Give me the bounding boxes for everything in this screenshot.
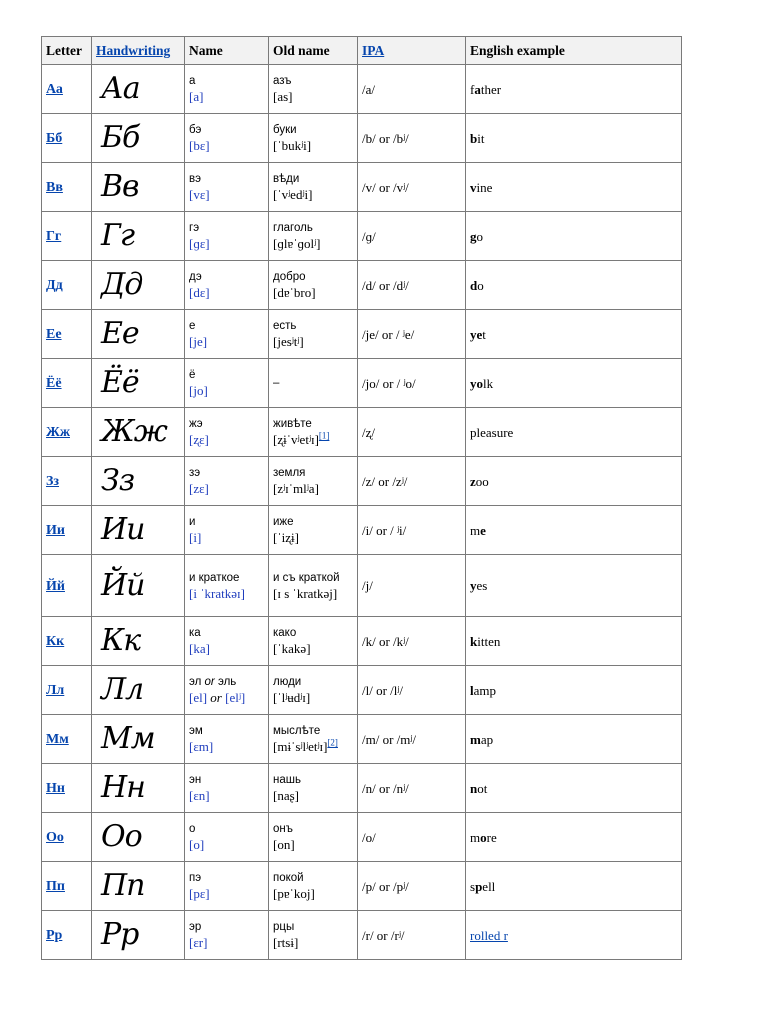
letter-name-ipa: [ɡɛ]	[189, 236, 210, 251]
english-example-cell: lamp	[466, 666, 682, 715]
letter-name-ipa: [ɛr]	[189, 935, 208, 950]
ipa-cell: /i/ or / ʲi/	[358, 506, 466, 555]
letter-name-ipa: [el] or [elʲ]	[189, 690, 246, 705]
name-cell	[185, 764, 269, 813]
ipa-cell: /p/ or /pʲ/	[358, 862, 466, 911]
table-row	[42, 114, 682, 163]
name-cell	[185, 212, 269, 261]
letter-link[interactable]: Оо	[46, 830, 64, 845]
old-name-cell	[269, 261, 358, 310]
name-cell	[185, 666, 269, 715]
handwriting-cell	[92, 457, 185, 506]
header-old-name: Old name	[269, 37, 358, 65]
name-cell	[185, 359, 269, 408]
old-name-cell	[269, 617, 358, 666]
letter-link[interactable]: Гг	[46, 229, 62, 244]
handwriting-link[interactable]: Handwriting	[96, 43, 171, 58]
letter-cell	[42, 457, 92, 506]
old-name: вѣди	[273, 173, 300, 185]
letter-name: вэ	[189, 173, 201, 185]
english-example-cell: more	[466, 813, 682, 862]
ipa-cell: /k/ or /kʲ/	[358, 617, 466, 666]
name-cell	[185, 617, 269, 666]
letter-link[interactable]: Дд	[46, 278, 63, 293]
table-row	[42, 457, 682, 506]
name-cell	[185, 911, 269, 960]
letter-cell	[42, 114, 92, 163]
handwriting-glyph: Рр	[101, 917, 139, 952]
table-row	[42, 359, 682, 408]
header-row	[42, 37, 682, 65]
letter-name: о	[189, 823, 196, 835]
handwriting-glyph: Кк	[101, 623, 141, 658]
old-name: –	[273, 376, 280, 389]
old-name-ipa: [mɨˈsʲlʲetʲɪ][2]	[273, 737, 338, 754]
old-name: онъ	[273, 823, 293, 835]
old-name-ipa: [ˈbukʲi]	[273, 138, 312, 153]
letter-cell	[42, 666, 92, 715]
old-name-cell	[269, 65, 358, 114]
name-cell	[185, 408, 269, 457]
letter-name: ё	[189, 369, 196, 381]
table-row	[42, 555, 682, 617]
table-row	[42, 212, 682, 261]
old-name-ipa: [ʐɨˈvʲetʲɪ][1]	[273, 430, 330, 447]
header-ipa	[358, 37, 466, 65]
letter-cell	[42, 408, 92, 457]
letter-name-ipa: [a]	[189, 89, 204, 104]
old-name: како	[273, 627, 297, 639]
handwriting-glyph: Жж	[101, 414, 167, 449]
letter-name: эн	[189, 774, 202, 786]
table-row	[42, 261, 682, 310]
handwriting-cell	[92, 114, 185, 163]
english-example-cell: do	[466, 261, 682, 310]
handwriting-cell	[92, 715, 185, 764]
english-example-cell: me	[466, 506, 682, 555]
old-name-ipa: [as]	[273, 89, 293, 104]
handwriting-glyph: Ее	[101, 316, 139, 351]
header-handwriting	[92, 37, 185, 65]
old-name-ipa: [pɐˈkoj]	[273, 886, 315, 901]
handwriting-glyph: Ии	[101, 512, 145, 547]
ipa-cell: /ɡ/	[358, 212, 466, 261]
letter-name: и	[189, 516, 196, 528]
handwriting-cell	[92, 310, 185, 359]
handwriting-cell	[92, 359, 185, 408]
letter-cell	[42, 813, 92, 862]
footnote-link[interactable]: [2]	[327, 737, 338, 748]
handwriting-glyph: Ёё	[101, 365, 139, 400]
handwriting-glyph: Лл	[101, 672, 144, 707]
name-cell	[185, 862, 269, 911]
handwriting-glyph: Мм	[101, 721, 155, 756]
letter-cell	[42, 617, 92, 666]
letter-name: гэ	[189, 222, 200, 234]
letter-name-ipa: [bɛ]	[189, 138, 210, 153]
handwriting-cell	[92, 911, 185, 960]
old-name-cell	[269, 408, 358, 457]
old-name-ipa: [ɪ s ˈkratkəj]	[273, 585, 338, 601]
name-cell	[185, 715, 269, 764]
letter-cell	[42, 715, 92, 764]
english-example-cell: kitten	[466, 617, 682, 666]
ipa-cell: /je/ or / ʲe/	[358, 310, 466, 359]
handwriting-glyph: Нн	[101, 770, 145, 805]
table-row	[42, 617, 682, 666]
old-name-cell	[269, 666, 358, 715]
handwriting-glyph: Пп	[101, 868, 145, 903]
handwriting-glyph: Зз	[101, 463, 135, 498]
letter-name: ка	[189, 627, 201, 639]
ipa-cell: /r/ or /rʲ/	[358, 911, 466, 960]
name-cell	[185, 261, 269, 310]
letter-name-ipa: [ka]	[189, 641, 210, 656]
letter-link[interactable]: Бб	[46, 131, 63, 146]
old-name: добро	[273, 271, 306, 283]
letter-cell	[42, 506, 92, 555]
english-example-cell	[466, 911, 682, 960]
old-name-cell	[269, 506, 358, 555]
english-example-cell: map	[466, 715, 682, 764]
letter-name: бэ	[189, 124, 202, 136]
letter-cell	[42, 163, 92, 212]
old-name: живѣте	[273, 418, 312, 430]
letter-link[interactable]: Йй	[46, 578, 65, 594]
name-cell	[185, 506, 269, 555]
old-name-ipa: [ˈiʐɨ]	[273, 530, 299, 545]
example-link[interactable]: rolled r	[470, 927, 508, 943]
letter-name-ipa: [pɛ]	[189, 886, 210, 901]
english-example-cell: yet	[466, 310, 682, 359]
table-row	[42, 764, 682, 813]
old-name-ipa: [jesʲtʲ]	[273, 334, 304, 349]
handwriting-cell	[92, 65, 185, 114]
letter-name: зэ	[189, 467, 201, 479]
ipa-cell: /m/ or /mʲ/	[358, 715, 466, 764]
letter-name-ipa: [ɛm]	[189, 739, 214, 754]
letter-name: эл or эль	[189, 676, 237, 688]
header-letter: Letter	[42, 37, 92, 65]
handwriting-cell	[92, 862, 185, 911]
ipa-cell: /ʐ/	[358, 408, 466, 457]
letter-name: а	[189, 75, 196, 87]
english-example-cell: zoo	[466, 457, 682, 506]
letter-name: е	[189, 320, 196, 332]
ipa-cell: /v/ or /vʲ/	[358, 163, 466, 212]
old-name: земля	[273, 467, 306, 479]
old-name-ipa: [on]	[273, 837, 295, 852]
table-row	[42, 862, 682, 911]
letter-link[interactable]: Лл	[46, 683, 65, 698]
handwriting-glyph: Оо	[101, 819, 142, 854]
old-name: люди	[273, 676, 302, 688]
letter-link[interactable]: Ии	[46, 523, 65, 538]
header-english-example: English example	[466, 37, 682, 65]
name-cell	[185, 555, 269, 617]
letter-link[interactable]: Кк	[46, 634, 65, 649]
letter-name: и краткое	[189, 571, 240, 584]
old-name: буки	[273, 124, 297, 136]
old-name-ipa: [ˈkakə]	[273, 641, 311, 656]
letter-name: эр	[189, 921, 202, 933]
handwriting-glyph: Вв	[101, 169, 139, 204]
old-name-ipa: [naʂ]	[273, 788, 299, 803]
old-name-ipa: [rtsɨ]	[273, 935, 299, 950]
handwriting-cell	[92, 506, 185, 555]
old-name-ipa: [ˈvʲedʲi]	[273, 187, 313, 202]
ipa-cell: /a/	[358, 65, 466, 114]
old-name: мыслѣте	[273, 725, 321, 737]
old-name-ipa: [ˈlʲʉdʲɪ]	[273, 690, 311, 705]
handwriting-glyph: Бб	[101, 120, 140, 155]
old-name-ipa: [zʲɪˈmlʲa]	[273, 481, 319, 496]
letter-cell	[42, 359, 92, 408]
table-row	[42, 65, 682, 114]
letter-link[interactable]: Пп	[46, 879, 65, 894]
letter-name-ipa: [vɛ]	[189, 187, 210, 202]
old-name-cell	[269, 715, 358, 764]
name-cell	[185, 457, 269, 506]
old-name-cell	[269, 457, 358, 506]
letter-cell	[42, 310, 92, 359]
letter-name: эм	[189, 725, 203, 737]
ipa-cell: /z/ or /zʲ/	[358, 457, 466, 506]
letter-name-ipa: [ɛn]	[189, 788, 210, 803]
ipa-cell: /n/ or /nʲ/	[358, 764, 466, 813]
letter-link[interactable]: Вв	[46, 180, 63, 195]
letter-link[interactable]: Нн	[46, 781, 65, 796]
handwriting-cell	[92, 555, 185, 617]
english-example-cell: vine	[466, 163, 682, 212]
old-name: нашь	[273, 774, 301, 786]
ipa-cell: /l/ or /lʲ/	[358, 666, 466, 715]
table-row	[42, 666, 682, 715]
letter-cell	[42, 862, 92, 911]
table-row	[42, 310, 682, 359]
name-cell	[185, 65, 269, 114]
letter-name-ipa: [je]	[189, 334, 208, 349]
ipa-cell: /o/	[358, 813, 466, 862]
letter-name-ipa: [dɛ]	[189, 285, 210, 300]
letter-name-ipa: [jo]	[189, 383, 208, 398]
english-example-cell: yolk	[466, 359, 682, 408]
name-cell	[185, 163, 269, 212]
handwriting-cell	[92, 163, 185, 212]
letter-name-ipa: [i]	[189, 530, 202, 545]
name-cell	[185, 310, 269, 359]
old-name-cell	[269, 163, 358, 212]
letter-name-ipa: [i ˈkratkəɪ]	[189, 585, 245, 601]
old-name-cell	[269, 359, 358, 408]
letter-link[interactable]: Ёё	[46, 376, 62, 391]
table-row	[42, 506, 682, 555]
old-name: есть	[273, 320, 297, 332]
letter-name-ipa: [ʐɛ]	[189, 432, 209, 447]
handwriting-cell	[92, 666, 185, 715]
english-example-cell: go	[466, 212, 682, 261]
table-row	[42, 911, 682, 960]
footnote-link[interactable]: [1]	[318, 430, 330, 441]
table-row	[42, 408, 682, 457]
old-name-cell	[269, 114, 358, 163]
english-example-cell: bit	[466, 114, 682, 163]
letter-link[interactable]: Рр	[46, 928, 63, 943]
alphabet-table	[41, 36, 682, 960]
handwriting-cell	[92, 261, 185, 310]
letter-link[interactable]: Зз	[46, 474, 60, 489]
old-name-cell	[269, 862, 358, 911]
old-name: рцы	[273, 921, 295, 933]
old-name: и съ краткой	[273, 571, 340, 584]
letter-cell	[42, 555, 92, 617]
old-name-cell	[269, 764, 358, 813]
handwriting-glyph: Дд	[101, 267, 143, 302]
letter-cell	[42, 764, 92, 813]
ipa-cell: /b/ or /bʲ/	[358, 114, 466, 163]
english-example-cell: yes	[466, 555, 682, 617]
letter-name: пэ	[189, 872, 202, 884]
letter-link[interactable]: Жж	[46, 425, 70, 440]
handwriting-cell	[92, 813, 185, 862]
old-name-cell	[269, 555, 358, 617]
english-example-cell: father	[466, 65, 682, 114]
old-name-ipa: [dɐˈbro]	[273, 285, 316, 300]
old-name-cell	[269, 212, 358, 261]
letter-name-ipa: [zɛ]	[189, 481, 209, 496]
handwriting-cell	[92, 408, 185, 457]
letter-cell	[42, 261, 92, 310]
table-row	[42, 715, 682, 764]
handwriting-glyph: Гг	[101, 218, 135, 253]
header-name: Name	[185, 37, 269, 65]
letter-cell	[42, 65, 92, 114]
old-name-ipa: [ɡlɐˈɡolʲ]	[273, 236, 321, 251]
name-cell	[185, 114, 269, 163]
ipa-cell: /d/ or /dʲ/	[358, 261, 466, 310]
old-name-cell	[269, 813, 358, 862]
letter-name: дэ	[189, 271, 202, 283]
ipa-cell: /jo/ or / ʲo/	[358, 359, 466, 408]
handwriting-glyph: Аа	[101, 71, 140, 106]
english-example-cell: pleasure	[466, 408, 682, 457]
old-name: покой	[273, 872, 304, 884]
letter-cell	[42, 911, 92, 960]
letter-name: жэ	[189, 418, 203, 430]
old-name-cell	[269, 911, 358, 960]
ipa-cell: /j/	[358, 555, 466, 617]
ipa-link[interactable]: IPA	[362, 43, 385, 58]
letter-link[interactable]: Аа	[46, 82, 63, 97]
old-name: глаголь	[273, 222, 313, 234]
handwriting-cell	[92, 617, 185, 666]
english-example-cell: spell	[466, 862, 682, 911]
handwriting-cell	[92, 212, 185, 261]
english-example-cell: not	[466, 764, 682, 813]
handwriting-glyph: Йй	[101, 567, 145, 603]
letter-name-ipa: [o]	[189, 837, 205, 852]
handwriting-cell	[92, 764, 185, 813]
old-name-cell	[269, 310, 358, 359]
letter-link[interactable]: Ее	[46, 327, 62, 342]
letter-cell	[42, 212, 92, 261]
name-cell	[185, 813, 269, 862]
table-row	[42, 813, 682, 862]
letter-link[interactable]: Мм	[46, 732, 69, 747]
table-row	[42, 163, 682, 212]
old-name: иже	[273, 516, 294, 528]
old-name: азъ	[273, 75, 292, 87]
